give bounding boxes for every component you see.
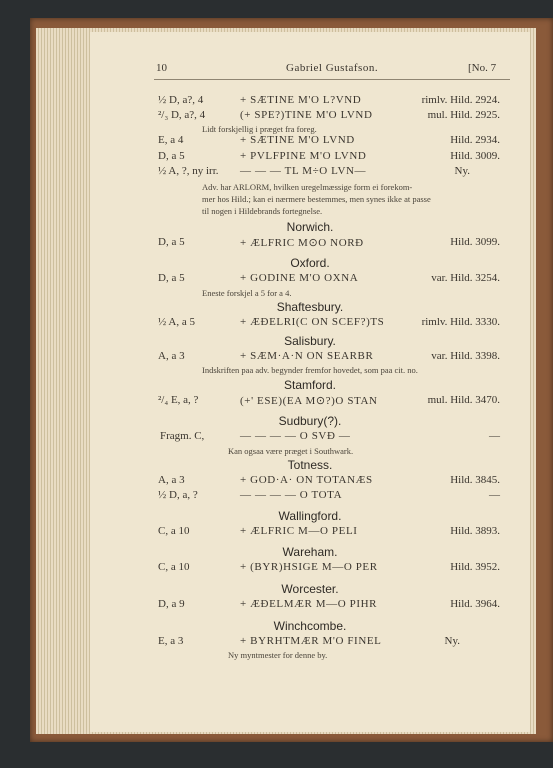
- coin-legend: + ÆÐELRI(C ON SCEF?)TS: [240, 316, 385, 328]
- coin-reference: Hild. 3099.: [450, 236, 500, 248]
- coin-legend: (+' ESE)(EA M⊙?)O STAN: [240, 395, 378, 407]
- coin-reference: Ny.: [454, 165, 470, 177]
- coin-reference: —: [489, 489, 500, 501]
- town-heading: Oxford.: [290, 256, 330, 270]
- coin-legend: + ÆÐELMÆR M—O PIHR: [240, 598, 378, 610]
- coin-type: A, a 3: [158, 350, 185, 362]
- coin-legend: — — — — O TOTA: [240, 489, 343, 501]
- coin-legend: + SÆTINE M'O L?VND: [240, 94, 362, 106]
- coin-row: [90, 165, 530, 181]
- note-text: Indskriften paa adv. begynder fremfor hovedet, som paa cit. no.: [202, 365, 418, 375]
- coin-reference: mul. Hild. 3470.: [427, 394, 500, 406]
- note-text: mer hos Hild.; kan ei nærmere bestemmes, men synes ikke at passe: [202, 194, 431, 204]
- coin-row: [90, 150, 530, 166]
- header-rule: [154, 79, 510, 80]
- coin-reference: Hild. 3964.: [450, 598, 500, 610]
- coin-row: [90, 316, 530, 332]
- town-heading: Totness.: [287, 458, 333, 472]
- town-heading: Worcester.: [281, 582, 339, 596]
- coin-type: C, a 10: [158, 561, 190, 573]
- coin-row: [90, 94, 530, 110]
- coin-legend: + ÆLFRIC M⊙O NORÐ: [240, 237, 364, 249]
- coin-reference: —: [489, 430, 500, 442]
- coin-legend: — — — — O SVÐ —: [240, 430, 351, 442]
- coin-legend: + (BYR)HSIGE M—O PER: [240, 561, 378, 573]
- coin-reference: rimlv. Hild. 2924.: [421, 94, 500, 106]
- note-text: Eneste forskjel a 5 for a 4.: [202, 288, 292, 298]
- coin-type: E, a 3: [158, 635, 184, 647]
- coin-legend: + SÆTINE M'O LVND: [240, 134, 355, 146]
- coin-row: [90, 272, 530, 288]
- running-title: Gabriel Gustafson.: [286, 62, 379, 74]
- coin-reference: Ny.: [444, 635, 460, 647]
- coin-legend: + ÆLFRIC M—O PELI: [240, 525, 358, 537]
- coin-type: ½ D, a, ?: [158, 489, 198, 501]
- coin-row: [90, 430, 530, 446]
- coin-type: D, a 5: [158, 272, 185, 284]
- town-heading: Sudbury(?).: [278, 414, 342, 428]
- page-number: 10: [156, 62, 167, 74]
- coin-type: C, a 10: [158, 525, 190, 537]
- coin-row: [90, 394, 530, 410]
- coin-type: Fragm. C,: [160, 430, 205, 442]
- coin-row: [90, 598, 530, 614]
- town-heading: Salisbury.: [284, 334, 336, 348]
- town-heading: Norwich.: [286, 220, 334, 234]
- coin-reference: var. Hild. 3254.: [431, 272, 500, 284]
- coin-reference: Hild. 3845.: [450, 474, 500, 486]
- town-heading: Winchcombe.: [273, 619, 347, 633]
- coin-row: [90, 474, 530, 490]
- coin-reference: var. Hild. 3398.: [431, 350, 500, 362]
- coin-type: ½ A, ?, ny irr.: [158, 165, 219, 177]
- coin-type: D, a 9: [158, 598, 185, 610]
- coin-reference: Hild. 2934.: [450, 134, 500, 146]
- note-text: Lidt forskjellig i præget fra foreg.: [202, 124, 317, 134]
- coin-type: E, a 4: [158, 134, 184, 146]
- coin-legend: — — — TL M÷O LVN—: [240, 165, 367, 177]
- coin-legend: + PVLFPINE M'O LVND: [240, 150, 367, 162]
- note-text: Ny myntmester for denne by.: [228, 650, 328, 660]
- note-text: Kan ogsaa være præget i Southwark.: [228, 446, 354, 456]
- coin-type: ½ A, a 5: [158, 316, 195, 328]
- coin-type: D, a 5: [158, 150, 185, 162]
- coin-legend: + GOD·A· ON TOTANÆS: [240, 474, 373, 486]
- coin-legend: (+ SPE?)TINE M'O LVND: [240, 109, 373, 121]
- coin-type: ½ D, a?, 4: [158, 94, 204, 106]
- town-heading: Shaftesbury.: [276, 300, 344, 314]
- coin-legend: + SÆM·A·N ON SEARBR: [240, 350, 374, 362]
- coin-type: D, a 5: [158, 236, 185, 248]
- coin-type: A, a 3: [158, 474, 185, 486]
- coin-reference: Hild. 3893.: [450, 525, 500, 537]
- coin-reference: Hild. 3952.: [450, 561, 500, 573]
- note-text: til nogen i Hildebrands fortegnelse.: [202, 206, 323, 216]
- note-text: Adv. har ARLORM, hvilken uregelmæssige form ei forekom-: [202, 182, 413, 192]
- town-heading: Wareham.: [282, 545, 338, 559]
- coin-row: [90, 236, 530, 252]
- coin-reference: rimlv. Hild. 3330.: [421, 316, 500, 328]
- book-page: [90, 32, 530, 732]
- coin-type: ²/₄ E, a, ?: [158, 394, 199, 406]
- coin-row: [90, 525, 530, 541]
- coin-reference: mul. Hild. 2925.: [427, 109, 500, 121]
- town-heading: Wallingford.: [278, 509, 342, 523]
- coin-row: [90, 489, 530, 505]
- issue-number: [No. 7: [468, 62, 497, 74]
- coin-row: [90, 134, 530, 150]
- coin-legend: + GODINE M'O OXNA: [240, 272, 359, 284]
- coin-legend: + BYRHTMÆR M'O FINEL: [240, 635, 382, 647]
- coin-row: [90, 561, 530, 577]
- town-heading: Stamford.: [283, 378, 337, 392]
- coin-reference: Hild. 3009.: [450, 150, 500, 162]
- coin-type: ²/₃ D, a?, 4: [158, 109, 206, 121]
